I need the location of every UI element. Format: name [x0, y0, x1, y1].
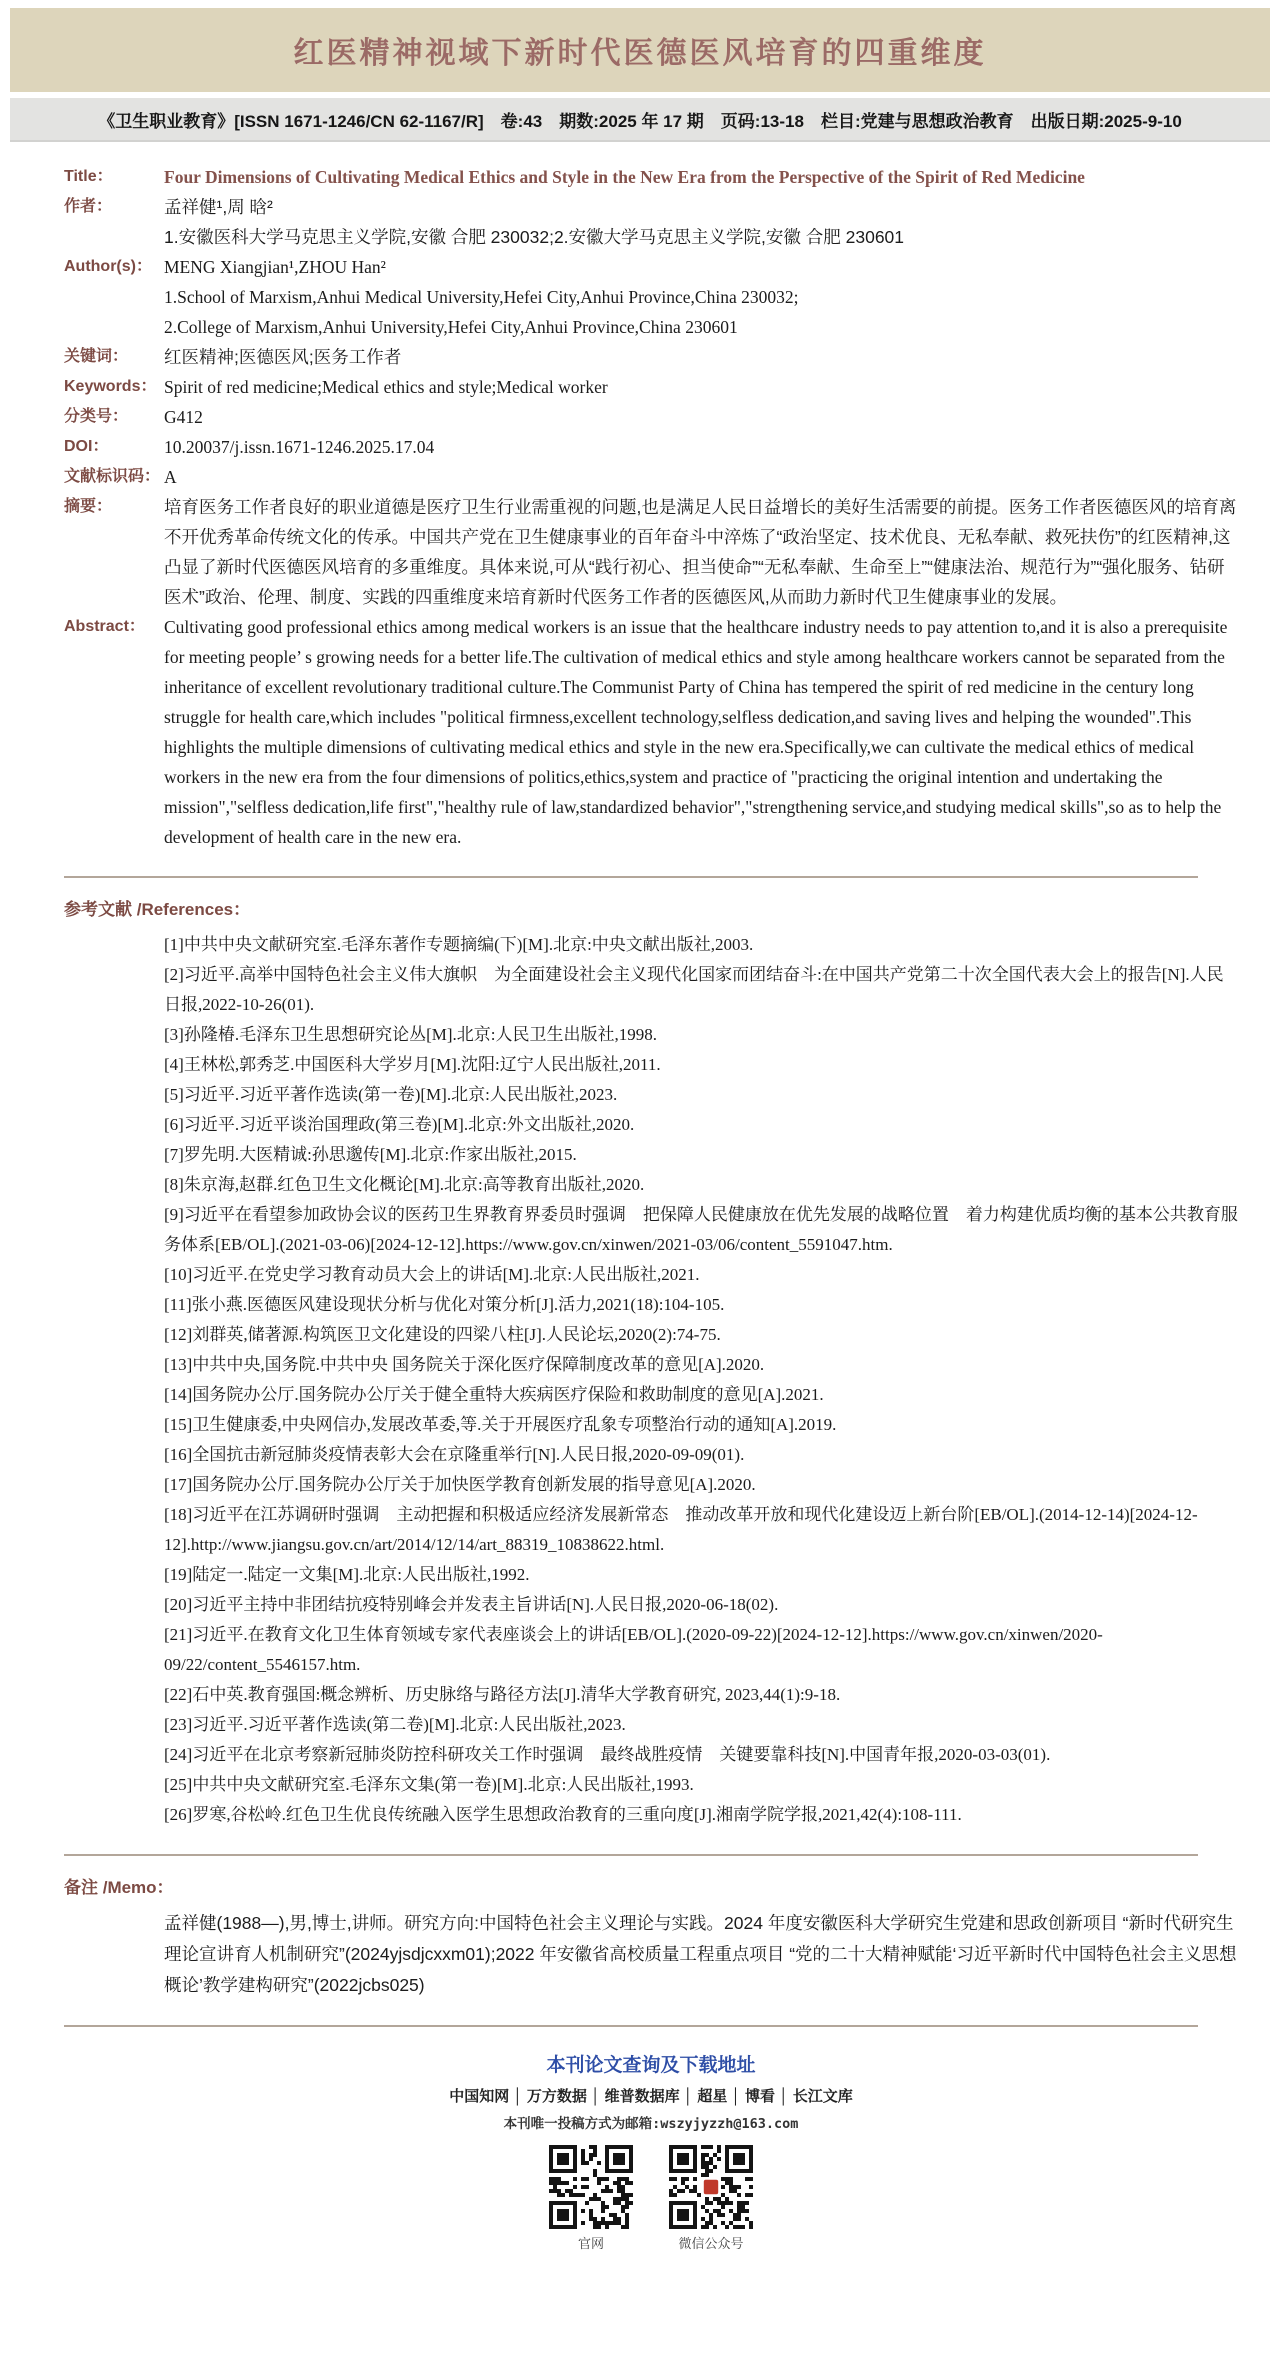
field-affiliation-en-2-value: 2.College of Marxism,Anhui University,Hefei City,Anhui Province,China 230601	[164, 317, 738, 337]
reference-item: [19]陆定一.陆定一文集[M].北京:人民出版社,1992.	[164, 1565, 530, 1584]
field-abstract-zh-value: 培育医务工作者良好的职业道德是医疗卫生行业需重视的问题,也是满足人民日益增长的美好生活需要的前提。医务工作者医德医风的培育离不开优秀革命传统文化的传承。中国共产党在卫生健康事业的百年奋斗中淬炼了“政治坚定、技术优良、无私奉献、救死扶伤”的红医精神,这凸显了新时代医德医风培育的多重维度。具体来说,可从“践行初心、担当使命”“无私奉献、生命至上”“健康法治、规范行为”“强化服务、钻研医术”政治、伦理、制度、实践的四重维度来培育新时代医务工作者的医德医风,从而助力新时代卫生健康事业的发展。	[164, 497, 1237, 607]
reference-item: [1]中共中央文献研究室.毛泽东著作专题摘编(下)[M].北京:中央文献出版社,2003.	[164, 935, 754, 954]
reference-item: [16]全国抗击新冠肺炎疫情表彰大会在京隆重举行[N].人民日报,2020-09-09(01).	[164, 1445, 745, 1464]
memo-text: 孟祥健(1988—),男,博士,讲师。研究方向:中国特色社会主义理论与实践。2024 年度安徽医科大学研究生党建和思政创新项目 “新时代研究生理论宣讲育人机制研究”(2024yjsdjcxxm01);2022 年安徽省高校质量工程重点项目 “党的二十大精神赋能‘习近平新时代中国特色社会主义思想概论’教学建构研究”(2022jcbs025)	[164, 1913, 1237, 1995]
footer-title: 本刊论文查询及下载地址	[546, 2055, 756, 2076]
field-keywords-zh-value: 红医精神;医德医风;医务工作者	[164, 347, 402, 367]
page-footer	[64, 2043, 1238, 2282]
reference-item: [11]张小燕.医德医风建设现状分析与优化对策分析[J].活力,2021(18):104-105.	[164, 1295, 725, 1314]
field-affiliation-en-2	[64, 312, 1238, 342]
section-divider	[64, 2025, 1198, 2027]
field-abstract-en-label: Abstract：	[64, 618, 145, 635]
reference-item: [26]罗寒,谷松岭.红色卫生优良传统融入医学生思想政治教育的三重向度[J].湘南学院学报,2021,42(4):108-111.	[164, 1805, 962, 1824]
reference-item: [4]王林松,郭秀芝.中国医科大学岁月[M].沈阳:辽宁人民出版社,2011.	[164, 1055, 661, 1074]
field-doi-label: DOI：	[64, 438, 109, 455]
section-divider	[64, 876, 1198, 878]
field-affiliation-en-1-value: 1.School of Marxism,Anhui Medical University,Hefei City,Anhui Province,China 230032;	[164, 287, 799, 307]
field-authors-affiliation	[64, 222, 1238, 252]
references-heading: 参考文献 /References：	[64, 900, 251, 919]
reference-item: [2]习近平.高举中国特色社会主义伟大旗帜 为全面建设社会主义现代化国家而团结奋斗:在中国共产党第二十次全国代表大会上的报告[N].人民日报,2022-10-26(01).	[164, 965, 1224, 1014]
reference-item: [14]国务院办公厅.国务院办公厅关于健全重特大疾病医疗保险和救助制度的意见[A].2021.	[164, 1385, 824, 1404]
qr-codes	[64, 2145, 1238, 2252]
field-abstract-en	[64, 612, 1238, 852]
reference-item: [25]中共中央文献研究室.毛泽东文集(第一卷)[M].北京:人民出版社,1993.	[164, 1775, 694, 1794]
field-abstract-en-value: Cultivating good professional ethics among medical workers is an issue that the healthcare industry needs to pay attention to,and it is also a prerequisite for meeting people’ s growing needs for a better life.The cultivation of medical ethics and style among healthcare workers cannot be separated from the inheritance of excellent revolutionary traditional culture.The Communist Party of China has tempered the spirit of red medicine in the century long struggle for health care,which includes "political firmness,excellent technology,selfless dedication,and saving lives and helping the wounded".This highlights the multiple dimensions of cultivating medical ethics and style in the new era.Specifically,we can cultivate the medical ethics of medical workers in the new era from the four dimensions of politics,ethics,system and practice of "practicing the original intention and undertaking the mission","selfless dedication,life first","healthy rule of law,standardized behavior","strengthening service,and studying medical skills",so as to help the development of health care in the new era.	[164, 617, 1228, 847]
field-doc-code-label: 文献标识码：	[64, 468, 161, 485]
field-title-label: Title：	[64, 168, 113, 185]
footer-submission-email: 本刊唯一投稿方式为邮箱:wszyjyzzh@163.com	[503, 2116, 799, 2132]
page-header	[10, 8, 1270, 92]
reference-item: [21]习近平.在教育文化卫生体育领域专家代表座谈会上的讲话[EB/OL].(2020-09-22)[2024-12-12].https://www.gov.cn/xinwen/2020-09/22/content_5546157.htm.	[164, 1625, 1103, 1674]
field-authors	[64, 192, 1238, 222]
section-divider	[64, 1854, 1198, 1856]
field-authors-value: 孟祥健¹,周 晗²	[164, 197, 273, 217]
reference-item: [23]习近平.习近平著作选读(第二卷)[M].北京:人民出版社,2023.	[164, 1715, 626, 1734]
page-title: 红医精神视域下新时代医德医风培育的四重维度	[293, 37, 987, 70]
field-abstract-zh	[64, 492, 1238, 612]
field-authors-label: 作者：	[64, 198, 113, 215]
qr-code-wechat-icon	[669, 2145, 753, 2229]
field-doc-code-value: A	[164, 467, 177, 487]
field-title	[64, 162, 1238, 192]
field-clc-value: G412	[164, 407, 203, 427]
qr-website-box	[549, 2145, 633, 2252]
field-keywords-en-value: Spirit of red medicine;Medical ethics and style;Medical worker	[164, 377, 608, 397]
reference-item: [18]习近平在江苏调研时强调 主动把握和积极适应经济发展新常态 推动改革开放和现代化建设迈上新台阶[EB/OL].(2014-12-14)[2024-12-12].http://www.jiangsu.gov.cn/art/2014/12/14/art_88319_10838622.html.	[164, 1505, 1198, 1554]
field-authors-en-value: MENG Xiangjian¹,ZHOU Han²	[164, 257, 386, 277]
reference-item: [22]石中英.教育强国:概念辨析、历史脉络与路径方法[J].清华大学教育研究, 2023,44(1):9-18.	[164, 1685, 841, 1704]
field-keywords-en	[64, 372, 1238, 402]
reference-item: [3]孙隆椿.毛泽东卫生思想研究论丛[M].北京:人民卫生出版社,1998.	[164, 1025, 657, 1044]
reference-item: [24]习近平在北京考察新冠肺炎防控科研攻关工作时强调 最终战胜疫情 关键要靠科技[N].中国青年报,2020-03-03(01).	[164, 1745, 1051, 1764]
qr-label-website: 官网	[577, 2236, 604, 2251]
reference-item: [10]习近平.在党史学习教育动员大会上的讲话[M].北京:人民出版社,2021.	[164, 1265, 700, 1284]
reference-item: [13]中共中央,国务院.中共中央 国务院关于深化医疗保障制度改革的意见[A].2020.	[164, 1355, 765, 1374]
reference-item: [8]朱京海,赵群.红色卫生文化概论[M].北京:高等教育出版社,2020.	[164, 1175, 645, 1194]
field-doi-value: 10.20037/j.issn.1671-1246.2025.17.04	[164, 437, 435, 457]
memo-heading: 备注 /Memo：	[64, 1878, 174, 1897]
field-authors-affiliation-value: 1.安徽医科大学马克思主义学院,安徽 合肥 230032;2.安徽大学马克思主义学院,安徽 合肥 230601	[164, 227, 905, 247]
field-keywords-zh	[64, 342, 1238, 372]
footer-databases: 中国知网 │ 万方数据 │ 维普数据库 │ 超星 │ 博看 │ 长江文库	[449, 2088, 853, 2105]
field-authors-en	[64, 252, 1238, 282]
field-clc-label: 分类号：	[64, 408, 129, 425]
qr-wechat-box	[669, 2145, 753, 2252]
qr-label-wechat: 微信公众号	[678, 2236, 744, 2251]
reference-item: [20]习近平主持中非团结抗疫特别峰会并发表主旨讲话[N].人民日报,2020-06-18(02).	[164, 1595, 779, 1614]
reference-item: [15]卫生健康委,中央网信办,发展改革委,等.关于开展医疗乱象专项整治行动的通知[A].2019.	[164, 1415, 837, 1434]
journal-info-bar: 《卫生职业教育》[ISSN 1671-1246/CN 62-1167/R] 卷:43 期数:2025 年 17 期 页码:13-18 栏目:党建与思想政治教育 出版日期:2025-9-10	[10, 98, 1270, 142]
field-keywords-zh-label: 关键词：	[64, 348, 129, 365]
field-abstract-zh-label: 摘要：	[64, 498, 113, 515]
field-affiliation-en-1	[64, 282, 1238, 312]
field-clc	[64, 402, 1238, 432]
reference-item: [9]习近平在看望参加政协会议的医药卫生界教育界委员时强调 把保障人民健康放在优先发展的战略位置 着力构建优质均衡的基本公共教育服务体系[EB/OL].(2021-03-06)[2024-12-12].https://www.gov.cn/xinwen/2021-03/06/content_5591047.htm.	[164, 1205, 1238, 1254]
reference-item: [7]罗先明.大医精诚:孙思邈传[M].北京:作家出版社,2015.	[164, 1145, 577, 1164]
references-list	[164, 930, 1238, 1830]
reference-item: [6]习近平.习近平谈治国理政(第三卷)[M].北京:外文出版社,2020.	[164, 1115, 635, 1134]
reference-item: [12]刘群英,储著源.构筑医卫文化建设的四梁八柱[J].人民论坛,2020(2):74-75.	[164, 1325, 721, 1344]
qr-code-website-icon	[549, 2145, 633, 2229]
field-title-value: Four Dimensions of Cultivating Medical Ethics and Style in the New Era from the Perspective of the Spirit of Red Medicine	[164, 167, 1085, 187]
field-doi	[64, 432, 1238, 462]
field-doc-code	[64, 462, 1238, 492]
field-keywords-en-label: Keywords：	[64, 378, 157, 395]
field-authors-en-label: Author(s)：	[64, 258, 152, 275]
article-metadata	[0, 142, 1280, 2282]
reference-item: [17]国务院办公厅.国务院办公厅关于加快医学教育创新发展的指导意见[A].2020.	[164, 1475, 756, 1494]
reference-item: [5]习近平.习近平著作选读(第一卷)[M].北京:人民出版社,2023.	[164, 1085, 618, 1104]
